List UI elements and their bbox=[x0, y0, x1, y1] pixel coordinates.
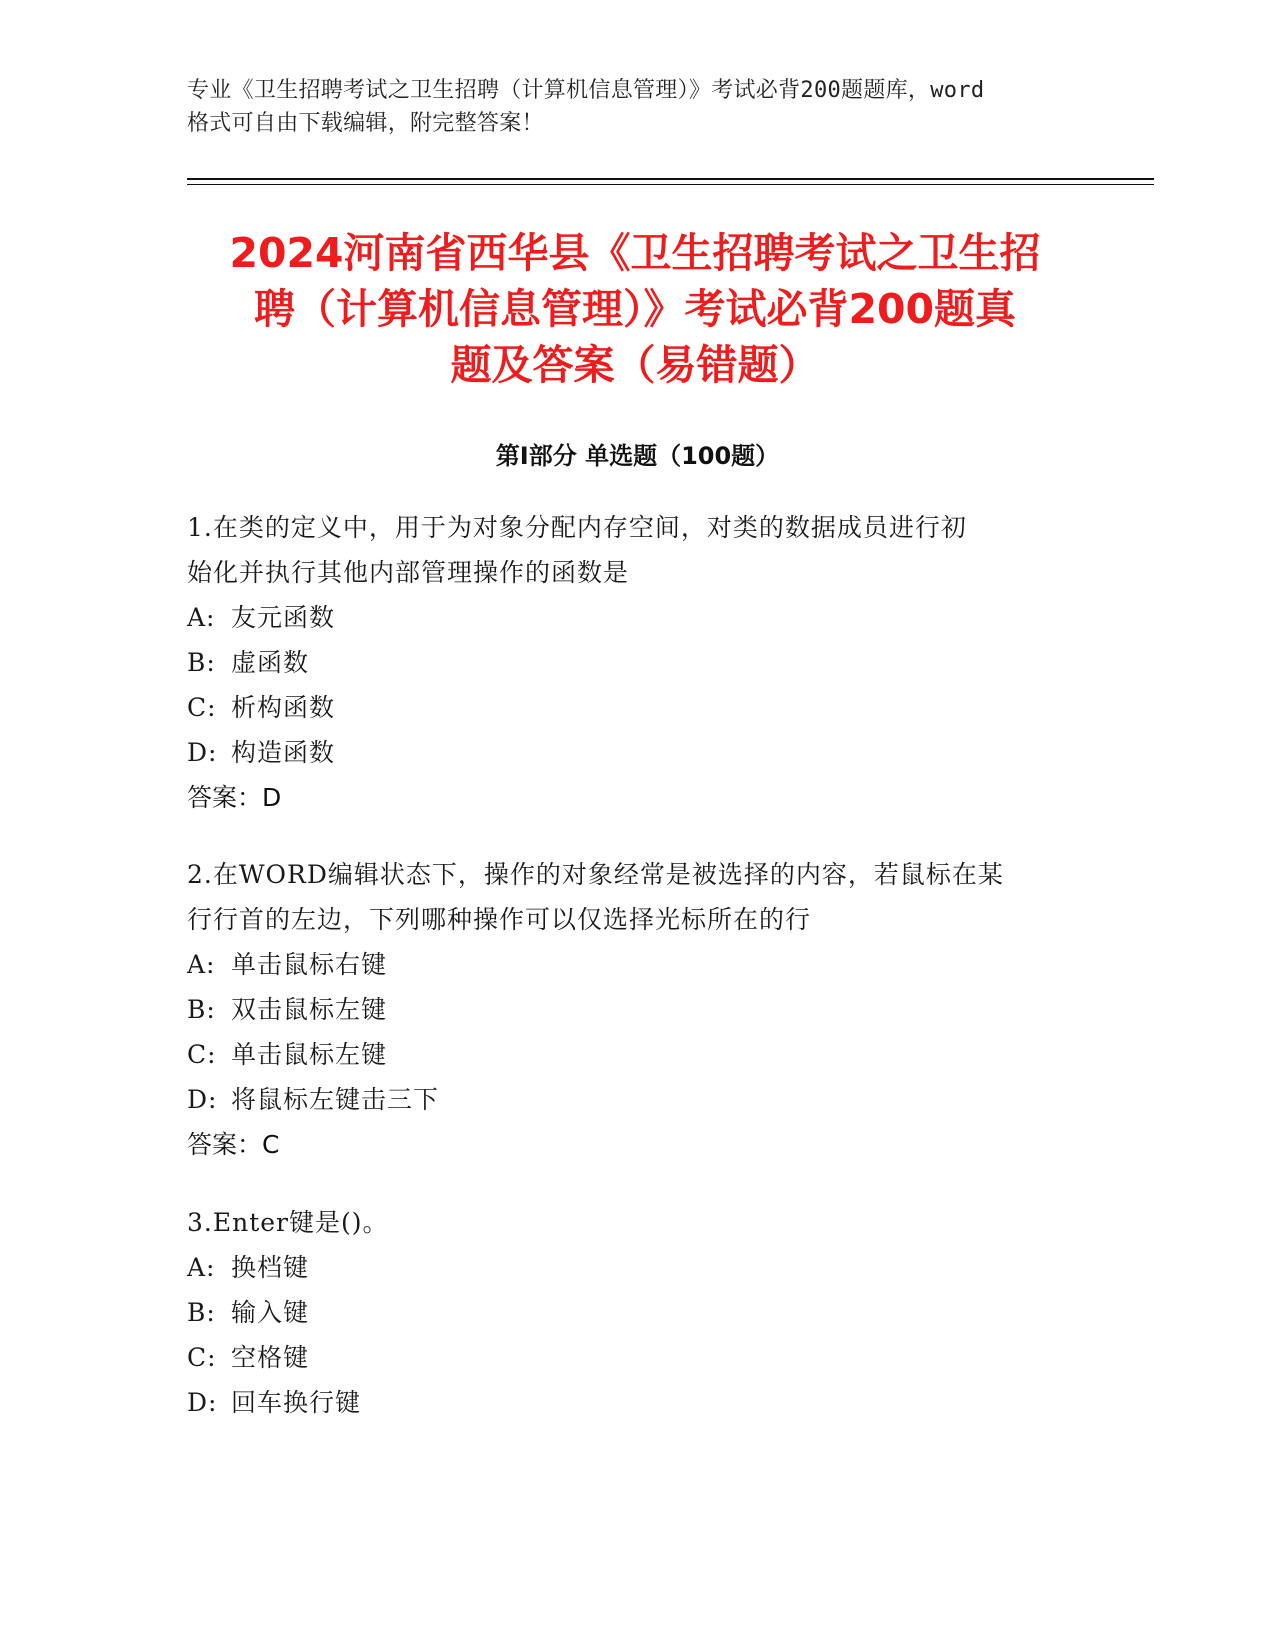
title-line-3: 题及答案（易错题） bbox=[450, 341, 820, 389]
header-rule-thin bbox=[187, 184, 1154, 185]
option-letter: A: bbox=[187, 1253, 216, 1282]
question-stem-line-2: 行行首的左边，下列哪种操作可以仅选择光标所在的行 bbox=[187, 905, 812, 934]
option-text: 单击鼠标左键 bbox=[231, 1040, 388, 1069]
option-letter: B: bbox=[187, 648, 216, 677]
answer: 答案：D bbox=[187, 783, 282, 812]
question-stem-line-1: 1.在类的定义中，用于为对象分配内存空间，对类的数据成员进行初 bbox=[187, 513, 967, 542]
question-stem-line-1: 2.在WORD编辑状态下，操作的对象经常是被选择的内容，若鼠标在某 bbox=[187, 860, 1004, 889]
option-letter: B: bbox=[187, 1298, 216, 1327]
option-text: 单击鼠标右键 bbox=[231, 950, 388, 979]
option-text: 友元函数 bbox=[231, 603, 336, 632]
option-a bbox=[187, 595, 1087, 640]
option-c bbox=[187, 1335, 1087, 1380]
option-text: 析构函数 bbox=[231, 693, 336, 722]
header-note-line-1: 专业《卫生招聘考试之卫生招聘（计算机信息管理）》考试必背200题题库，word bbox=[187, 78, 985, 103]
option-a bbox=[187, 1245, 1087, 1290]
option-text: 输入键 bbox=[231, 1298, 310, 1327]
option-c bbox=[187, 685, 1087, 730]
question-3 bbox=[187, 1200, 1087, 1425]
document-title bbox=[170, 225, 1100, 393]
option-letter: C: bbox=[187, 693, 217, 722]
option-text: 回车换行键 bbox=[231, 1388, 362, 1417]
option-a bbox=[187, 942, 1087, 987]
option-c bbox=[187, 1032, 1087, 1077]
option-letter: D: bbox=[187, 738, 218, 767]
header-rule-thick bbox=[187, 178, 1154, 180]
option-text: 虚函数 bbox=[231, 648, 310, 677]
header-note-line-2: 格式可自由下载编辑，附完整答案！ bbox=[187, 111, 544, 136]
option-b bbox=[187, 987, 1087, 1032]
option-text: 双击鼠标左键 bbox=[231, 995, 388, 1024]
title-line-1: 2024河南省西华县《卫生招聘考试之卫生招 bbox=[229, 229, 1041, 277]
option-d bbox=[187, 1380, 1087, 1425]
question-stem-line-1: 3.Enter键是()。 bbox=[187, 1208, 389, 1237]
answer: 答案：C bbox=[187, 1130, 280, 1159]
option-d bbox=[187, 1077, 1087, 1122]
option-b bbox=[187, 640, 1087, 685]
option-text: 构造函数 bbox=[231, 738, 336, 767]
option-letter: C: bbox=[187, 1040, 217, 1069]
option-letter: A: bbox=[187, 950, 216, 979]
option-letter: D: bbox=[187, 1388, 218, 1417]
option-text: 将鼠标左键击三下 bbox=[231, 1085, 440, 1114]
option-b bbox=[187, 1290, 1087, 1335]
option-letter: A: bbox=[187, 603, 216, 632]
header-note bbox=[187, 74, 1067, 140]
question-2 bbox=[187, 852, 1087, 1167]
option-d bbox=[187, 730, 1087, 775]
section-title: 第Ⅰ部分 单选题（100题） bbox=[495, 442, 780, 470]
question-stem-line-2: 始化并执行其他内部管理操作的函数是 bbox=[187, 558, 630, 587]
option-letter: D: bbox=[187, 1085, 218, 1114]
option-letter: B: bbox=[187, 995, 216, 1024]
option-text: 空格键 bbox=[231, 1343, 310, 1372]
title-line-2: 聘（计算机信息管理）》考试必背200题真 bbox=[253, 285, 1017, 333]
option-text: 换档键 bbox=[231, 1253, 310, 1282]
question-1 bbox=[187, 505, 1087, 820]
option-letter: C: bbox=[187, 1343, 217, 1372]
